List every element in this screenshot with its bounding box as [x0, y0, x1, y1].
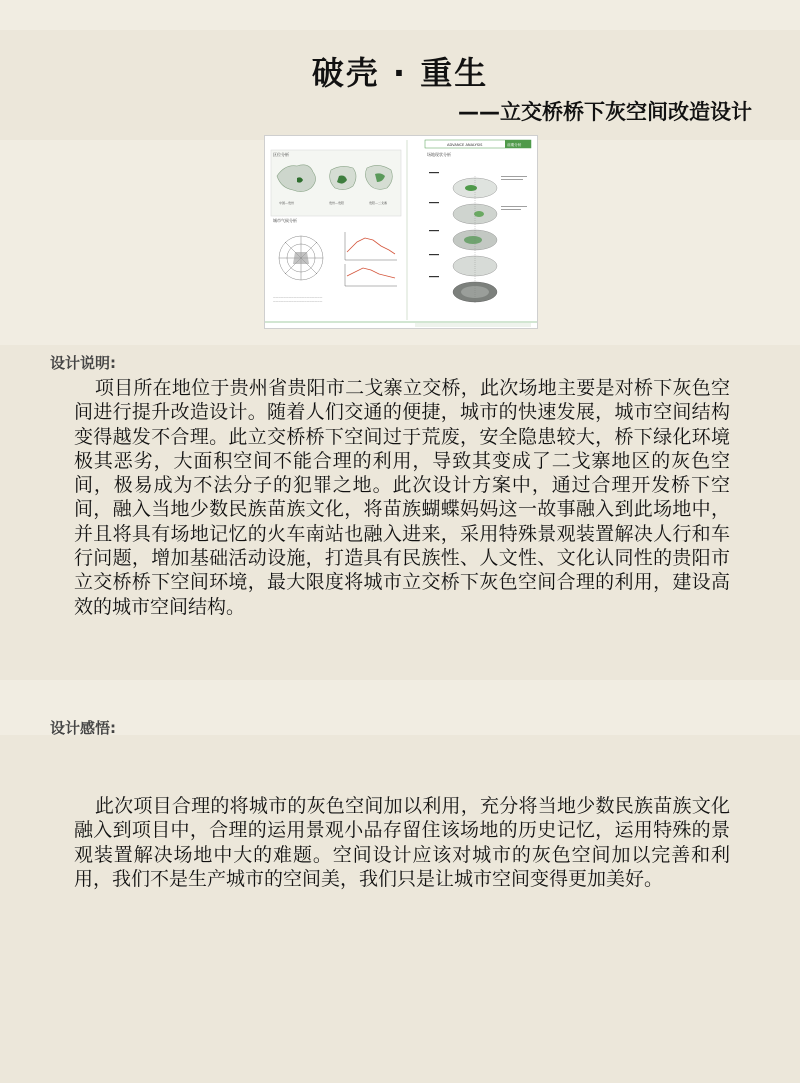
design-description-label: 设计说明: [50, 354, 116, 372]
design-description-text: 项目所在地位于贵州省贵阳市二戈寨立交桥，此次场地主要是对桥下灰色空间进行提升改造设计。随着人们交通的便捷，城市的快速发展，城市空间结构变得越发不合理。此立交桥桥下空间过于荒废，安全隐患较大，桥下绿化环境极其恶劣，大面积空间不能合理的利用，导致其变成了二戈寨地区的灰色空间，极易成为不法分子的犯罪之地。此次设计方案中，通过合理开发桥下空间，融入当地少数民族苗族文化，将苗族蝴蝶妈妈这一故事融入到此场地中，并且将具有场地记忆的火车南站也融入进来，采用特殊景观装置解决人行和车行问题，增加基础活动设施，打造具有民族性、人文性、文化认同性的贵阳市立交桥桥下空间环境，最大限度将城市立交桥下灰色空间合理的利用，建设高效的城市空间结构。 [74, 377, 730, 618]
design-insight-label: 设计感悟: [50, 719, 116, 737]
analysis-board-thumbnail [264, 135, 538, 329]
thumb-header-right: ADVANCE ANALYSIS [447, 143, 483, 147]
thumb-right-top-label: 场地现状分析 [427, 152, 451, 157]
svg-text:———————————————————: ——————————————————— [273, 300, 323, 303]
insight-band [0, 735, 800, 1083]
thumb-caption-3: 贵阳—二戈寨 [369, 201, 388, 205]
design-insight-text: 此次项目合理的将城市的灰色空间加以利用，充分将当地少数民族苗族文化融入到项目中，合理的运用景观小品存留住该场地的历史记忆，运用特殊的景观装置解决场地中大的难题。空间设计应该对城市的灰色空间加以完善和利用，我们不是生产城市的空间美，我们只是让城市空间变得更加美好。 [74, 795, 730, 890]
page-subtitle: ——立交桥桥下灰空间改造设计 [458, 100, 752, 124]
thumb-left-mid-label: 城市气候分析 [273, 218, 297, 223]
thumb-left-top-label: 区位分析 [273, 152, 289, 157]
thumb-caption-2: 贵州—贵阳 [329, 201, 345, 205]
analysis-board-graphic [265, 136, 537, 328]
thumb-header-right-cn: 前期分析 [507, 143, 522, 147]
svg-text:———————————————————: ——————————————————— [273, 296, 323, 299]
thumb-caption-1: 中国—贵州 [279, 201, 295, 205]
page-title: 破壳 · 重生 [311, 54, 489, 92]
